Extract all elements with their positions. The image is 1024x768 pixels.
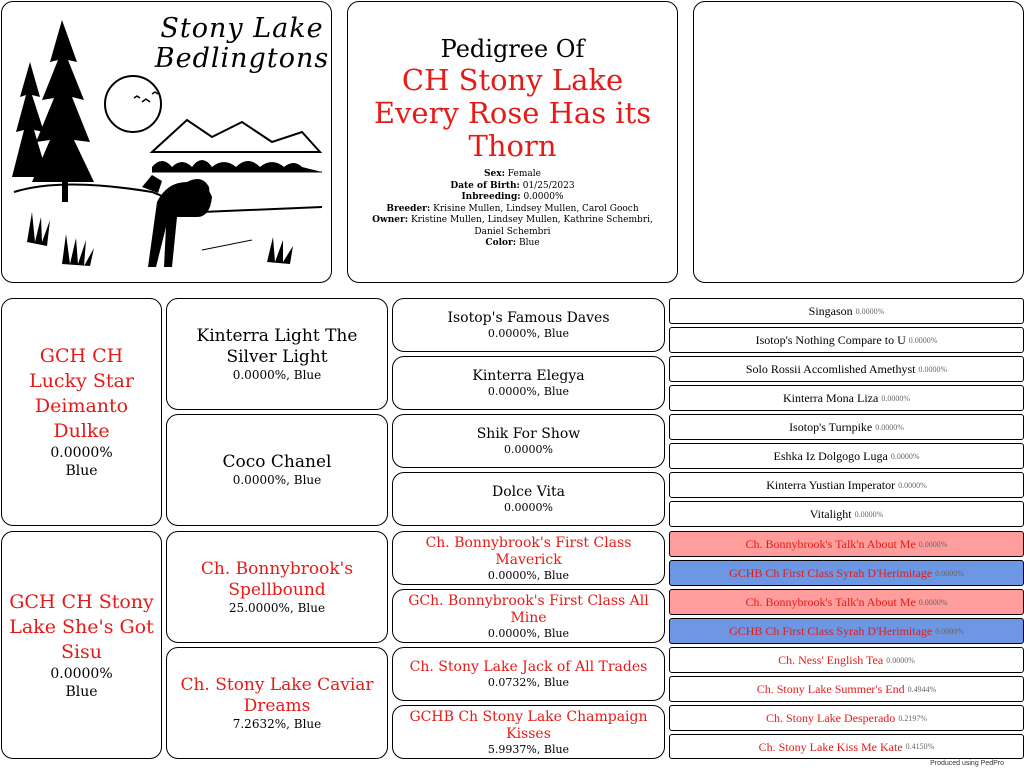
ancestor-gen4[interactable] bbox=[669, 414, 1024, 440]
ancestor-inbreeding: 0.0000% bbox=[918, 364, 948, 374]
great-grandparent[interactable] bbox=[392, 472, 665, 526]
grandparent-meta: 0.0000%, Blue bbox=[232, 473, 322, 487]
great-grandparent[interactable] bbox=[392, 356, 665, 410]
grandparent[interactable] bbox=[166, 414, 388, 526]
ancestor-name: Ch. Ness' English Tea bbox=[778, 653, 884, 667]
great-grandparent-meta: 5.9937%, Blue bbox=[487, 742, 570, 756]
ancestor-inbreeding: 0.0000% bbox=[908, 335, 938, 345]
ancestor-name: Ch. Stony Lake Summer's End bbox=[756, 682, 905, 696]
ancestor-gen4[interactable] bbox=[669, 676, 1024, 702]
dog-details bbox=[368, 169, 658, 250]
great-grandparent-name: Ch. Stony Lake Jack of All Trades bbox=[409, 659, 648, 675]
great-grandparent-meta: 0.0000%, Blue bbox=[487, 568, 570, 582]
ancestor-gen4[interactable] bbox=[669, 356, 1024, 382]
pedigree-header bbox=[347, 1, 678, 283]
sire-name: GCH CH Lucky Star Deimanto Dulke bbox=[29, 345, 134, 442]
ancestor-gen4[interactable] bbox=[669, 327, 1024, 353]
subject-dog-name: CH Stony Lake Every Rose Has its Thorn bbox=[373, 63, 652, 164]
ancestor-inbreeding: 0.4150% bbox=[905, 742, 935, 751]
great-grandparent-name: Dolce Vita bbox=[491, 484, 566, 500]
great-grandparent[interactable] bbox=[392, 414, 665, 468]
great-grandparent-name: GCh. Bonnybrook's First Class All Mine bbox=[408, 592, 649, 626]
great-grandparent-meta: 0.0732%, Blue bbox=[487, 676, 570, 689]
grandparent-name: Ch. Bonnybrook's Spellbound bbox=[200, 558, 354, 600]
ancestor-gen4[interactable] bbox=[669, 443, 1024, 469]
dob-value: 01/25/2023 bbox=[522, 180, 575, 191]
ancestor-gen4-duplicate[interactable] bbox=[669, 618, 1024, 644]
ancestor-gen4[interactable] bbox=[669, 298, 1024, 324]
great-grandparent-meta: 0.0000%, Blue bbox=[487, 327, 570, 340]
breeder-label: Breeder: bbox=[386, 203, 431, 214]
sex-label: Sex: bbox=[484, 169, 505, 180]
ancestor-name: Ch. Stony Lake Desperado bbox=[766, 711, 896, 725]
color-value: Blue bbox=[518, 238, 540, 249]
great-grandparent[interactable] bbox=[392, 647, 665, 701]
ancestor-name: Eshka Iz Dolgogo Luga bbox=[773, 449, 888, 463]
grandparent-meta: 0.0000%, Blue bbox=[232, 367, 322, 382]
ancestor-gen4-duplicate[interactable] bbox=[669, 560, 1024, 586]
ancestor-name: Isotop's Nothing Compare to U bbox=[755, 333, 906, 347]
great-grandparent-meta: 0.0000%, Blue bbox=[487, 626, 570, 640]
ancestor-gen4[interactable] bbox=[669, 705, 1024, 731]
ancestor-gen4[interactable] bbox=[669, 734, 1024, 759]
kennel-name-line2: Bedlingtons bbox=[154, 43, 330, 74]
footer-credit: Produced using PedPro bbox=[930, 760, 1004, 767]
grandparent-meta: 25.0000%, Blue bbox=[228, 600, 326, 615]
dob-label: Date of Birth: bbox=[450, 180, 520, 191]
breeder-value: Krisine Mullen, Lindsey Mullen, Carol Gooch bbox=[433, 203, 639, 214]
grandparent-name: Ch. Stony Lake Caviar Dreams bbox=[180, 674, 374, 716]
owner-value: Kristine Mullen, Lindsey Mullen, Kathrine Schembri, Daniel Schembri bbox=[410, 215, 653, 237]
ancestor-name: Solo Rossii Accomlished Amethyst bbox=[745, 362, 916, 376]
great-grandparent-meta: 0.0000% bbox=[504, 501, 553, 514]
grandparent[interactable] bbox=[166, 531, 388, 643]
ancestor-inbreeding: 0.0000% bbox=[886, 655, 915, 665]
ancestor-inbreeding: 0.4944% bbox=[907, 684, 937, 694]
ancestor-inbreeding: 0.0000% bbox=[890, 451, 920, 461]
dam[interactable] bbox=[1, 531, 162, 759]
ancestor-inbreeding: 0.0000% bbox=[875, 422, 904, 432]
ancestor-name: Singason bbox=[808, 304, 853, 318]
color-label: Color: bbox=[485, 238, 517, 249]
ancestor-inbreeding: 0.0000% bbox=[898, 480, 927, 490]
dam-color: Blue bbox=[65, 683, 98, 700]
ancestor-gen4[interactable] bbox=[669, 385, 1024, 411]
ancestor-gen4[interactable] bbox=[669, 501, 1024, 527]
great-grandparent-name: Isotop's Famous Daves bbox=[447, 310, 610, 326]
ancestor-inbreeding: 0.0000% bbox=[855, 306, 885, 316]
ancestor-inbreeding: 0.0000% bbox=[918, 597, 948, 607]
grandparent-name: Kinterra Light The Silver Light bbox=[196, 325, 358, 367]
great-grandparent[interactable] bbox=[392, 298, 665, 352]
dam-name: GCH CH Stony Lake She's Got Sisu bbox=[9, 590, 154, 663]
kennel-logo bbox=[1, 1, 332, 283]
great-grandparent-name: GCHB Ch Stony Lake Champaign Kisses bbox=[409, 708, 648, 742]
ancestor-gen4-duplicate[interactable] bbox=[669, 531, 1024, 557]
ancestor-name: GCHB Ch First Class Syrah D'Herimitage bbox=[729, 566, 933, 580]
great-grandparent[interactable] bbox=[392, 531, 665, 585]
grandparent-name: Coco Chanel bbox=[222, 452, 332, 472]
ancestor-name: Ch. Stony Lake Kiss Me Kate bbox=[758, 739, 903, 754]
sire[interactable] bbox=[1, 298, 162, 526]
ancestor-inbreeding: 0.0000% bbox=[935, 626, 964, 636]
kennel-name-line1: Stony Lake bbox=[160, 13, 324, 44]
great-grandparent-meta: 0.0000%, Blue bbox=[487, 385, 570, 398]
inbreeding-label: Inbreeding: bbox=[461, 192, 521, 203]
ancestor-gen4[interactable] bbox=[669, 472, 1024, 498]
ancestor-name: Kinterra Mona Liza bbox=[783, 391, 879, 405]
grandparent[interactable] bbox=[166, 647, 388, 759]
ancestor-name: GCHB Ch First Class Syrah D'Herimitage bbox=[729, 624, 933, 638]
ancestor-inbreeding: 0.0000% bbox=[854, 509, 884, 519]
photo-placeholder bbox=[693, 1, 1024, 283]
ancestor-name: Isotop's Turnpike bbox=[789, 420, 873, 434]
ancestor-name: Ch. Bonnybrook's Talk'n About Me bbox=[745, 595, 916, 609]
ancestor-gen4[interactable] bbox=[669, 647, 1024, 673]
sire-color: Blue bbox=[65, 463, 98, 479]
sire-inbreeding: 0.0000% bbox=[50, 445, 113, 461]
great-grandparent-name: Ch. Bonnybrook's First Class Maverick bbox=[425, 534, 632, 568]
grandparent[interactable] bbox=[166, 298, 388, 410]
sex-value: Female bbox=[507, 169, 541, 180]
great-grandparent-name: Kinterra Elegya bbox=[472, 368, 585, 384]
ancestor-inbreeding: 0.0000% bbox=[935, 568, 964, 578]
great-grandparent[interactable] bbox=[392, 705, 665, 759]
ancestor-inbreeding: 0.0000% bbox=[881, 393, 910, 403]
ancestor-name: Ch. Bonnybrook's Talk'n About Me bbox=[745, 537, 916, 551]
ancestor-inbreeding: 0.2197% bbox=[898, 713, 927, 723]
ancestor-inbreeding: 0.0000% bbox=[918, 539, 948, 549]
great-grandparent-meta: 0.0000% bbox=[504, 443, 553, 456]
ancestor-gen4-duplicate[interactable] bbox=[669, 589, 1024, 615]
ancestor-name: Vitalight bbox=[809, 507, 852, 521]
great-grandparent-name: Shik For Show bbox=[476, 426, 581, 442]
grandparent-meta: 7.2632%, Blue bbox=[232, 716, 322, 731]
inbreeding-value: 0.0000% bbox=[523, 192, 564, 203]
great-grandparent[interactable] bbox=[392, 589, 665, 643]
pedigree-label: Pedigree Of bbox=[440, 35, 585, 64]
ancestor-name: Kinterra Yustian Imperator bbox=[766, 478, 896, 492]
dam-inbreeding: 0.0000% bbox=[50, 665, 113, 682]
owner-label: Owner: bbox=[372, 215, 409, 226]
